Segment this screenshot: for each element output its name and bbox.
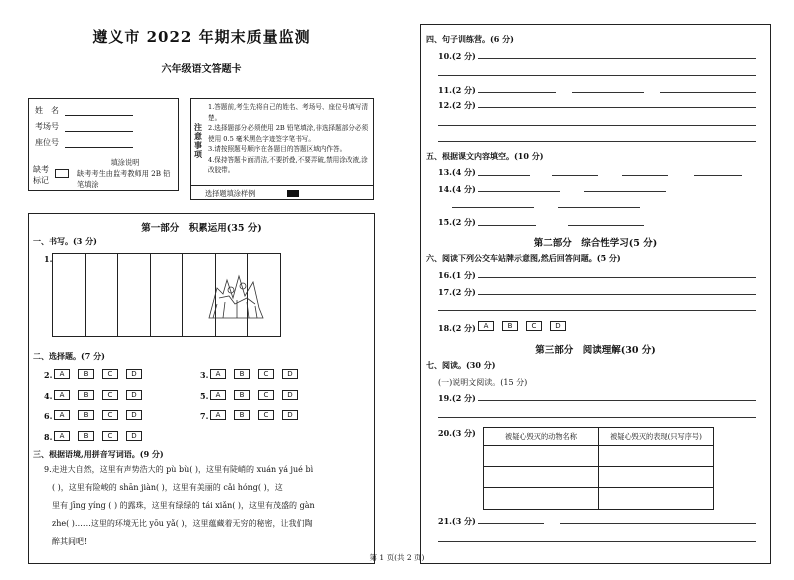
choice-c[interactable]: C xyxy=(258,390,274,400)
q19-label: 19.(2 分) xyxy=(438,393,476,403)
filled-sample-mark xyxy=(287,190,299,197)
student-info-box xyxy=(28,98,179,191)
choice-d[interactable]: D xyxy=(282,390,298,400)
choice-d[interactable]: D xyxy=(126,390,142,400)
choice-b[interactable]: B xyxy=(78,431,94,441)
pinyin-passage[interactable]: 9.走进大自然，这里有声势浩大的 pù bù( )，这里有陡峭的 xuán yá jué bì ( )，这里有险峻的 shān jiàn( )，这里有美丽的 cǎi hóng( )，这 里有 jīng yíng ( ) 的露珠，这里有绿绿的 tái xiǎn( )，这里有茂盛的 gàn zhe( )……这里的环境无比 yōu yǎ( )，这里蕴藏着无穷的秘密，让我们陶 醉其间吧! xyxy=(44,465,315,546)
q2-heading: 二、选择题。(7 分) xyxy=(33,351,105,361)
illustration-image xyxy=(203,268,267,324)
choice-b[interactable]: B xyxy=(234,369,250,379)
choice-c[interactable]: C xyxy=(258,410,274,420)
q18-label: 18.(2 分) xyxy=(438,323,476,333)
q6-section-heading: 六、阅读下列公交车站牌示意图,然后回答问题。(5 分) xyxy=(426,253,621,263)
q12-label: 12.(2 分) xyxy=(438,100,476,110)
choice-a[interactable]: A xyxy=(54,410,70,420)
q1-heading: 一、书写。(3 分) xyxy=(33,236,97,246)
q13-label: 13.(4 分) xyxy=(438,167,476,177)
exam-room-field[interactable]: 考场号 xyxy=(35,121,133,132)
q7-section-heading: 七、阅读。(30 分) xyxy=(426,360,496,370)
notice-title: 注意事项 xyxy=(194,122,202,159)
q14-label: 14.(4 分) xyxy=(438,184,476,194)
answer-line[interactable] xyxy=(478,58,756,59)
q17-label: 17.(2 分) xyxy=(438,287,476,297)
choice-a[interactable]: A xyxy=(54,369,70,379)
choice-a[interactable]: A xyxy=(210,369,226,379)
answer-sheet-subtitle: 六年级语文答题卡 xyxy=(161,64,242,75)
answer-line[interactable] xyxy=(558,207,640,208)
absent-mark-label: 缺考标记 xyxy=(33,165,49,185)
table-header-behavior: 被疑心毁灭的表现(只写序号) xyxy=(610,432,702,441)
answer-line[interactable] xyxy=(478,175,530,176)
q6-number: 6. xyxy=(44,411,53,421)
choice-c[interactable]: C xyxy=(526,321,542,331)
answer-line[interactable] xyxy=(572,92,644,93)
answer-line[interactable] xyxy=(552,175,598,176)
answer-line[interactable] xyxy=(478,523,544,524)
answer-line[interactable] xyxy=(478,107,756,108)
q7-number: 7. xyxy=(200,411,209,421)
answer-line[interactable] xyxy=(452,207,534,208)
choice-d[interactable]: D xyxy=(282,410,298,420)
q4-number: 4. xyxy=(44,391,53,401)
part1-heading: 第一部分 积累运用(35 分) xyxy=(141,223,262,234)
answer-line[interactable] xyxy=(568,225,644,226)
answer-line[interactable] xyxy=(438,75,756,76)
choice-c[interactable]: C xyxy=(102,369,118,379)
choice-a[interactable]: A xyxy=(210,410,226,420)
choice-b[interactable]: B xyxy=(234,390,250,400)
choice-b[interactable]: B xyxy=(78,390,94,400)
choice-d[interactable]: D xyxy=(126,410,142,420)
q20-label: 20.(3 分) xyxy=(438,428,476,438)
q8-number: 8. xyxy=(44,432,53,442)
choice-b[interactable]: B xyxy=(234,410,250,420)
q5-section-heading: 五、根据课文内容填空。(10 分) xyxy=(426,151,544,161)
q4-choices[interactable] xyxy=(54,390,142,400)
answer-line[interactable] xyxy=(478,277,756,278)
answer-line[interactable] xyxy=(478,400,756,401)
part2-heading: 第二部分 综合性学习(5 分) xyxy=(533,238,658,249)
answer-line[interactable] xyxy=(438,125,756,126)
answer-line[interactable] xyxy=(438,141,756,142)
q1-number: 1. xyxy=(44,254,53,264)
choice-d[interactable]: D xyxy=(550,321,566,331)
q15-label: 15.(2 分) xyxy=(438,217,476,227)
choice-c[interactable]: C xyxy=(258,369,274,379)
absent-mark-checkbox[interactable] xyxy=(55,169,69,178)
seat-number-field[interactable]: 座位号 xyxy=(35,137,133,148)
choice-d[interactable]: D xyxy=(126,369,142,379)
choice-c[interactable]: C xyxy=(102,410,118,420)
table-header-animal: 被疑心毁灭的动物名称 xyxy=(484,428,599,445)
answer-line[interactable] xyxy=(438,541,756,542)
q10-label: 10.(2 分) xyxy=(438,51,476,61)
answer-line[interactable] xyxy=(660,92,756,93)
answer-line[interactable] xyxy=(560,523,756,524)
q3-heading: 三、根据语境,用拼音写词语。(9 分) xyxy=(33,449,164,459)
sub1-heading: (一)说明文阅读。(15 分) xyxy=(438,378,528,387)
choice-c[interactable]: C xyxy=(102,390,118,400)
answer-line[interactable] xyxy=(478,225,536,226)
table-row[interactable] xyxy=(484,488,713,509)
part3-heading: 第三部分 阅读理解(30 分) xyxy=(535,345,656,356)
choice-b[interactable]: B xyxy=(78,410,94,420)
q5-choices[interactable] xyxy=(210,390,298,400)
page-footer: 第 1 页(共 2 页) xyxy=(369,553,425,562)
q2-choices[interactable] xyxy=(54,369,142,379)
choice-d[interactable]: D xyxy=(282,369,298,379)
answer-line[interactable] xyxy=(478,294,756,295)
choice-d[interactable]: D xyxy=(126,431,142,441)
q6-choices[interactable] xyxy=(54,410,142,420)
answer-line[interactable] xyxy=(438,310,756,311)
answer-line[interactable] xyxy=(438,417,756,418)
choice-b[interactable]: B xyxy=(502,321,518,331)
q7-choices[interactable] xyxy=(210,410,298,420)
q20-table[interactable] xyxy=(483,427,714,510)
answer-line[interactable] xyxy=(478,191,560,192)
choice-a[interactable]: A xyxy=(478,321,494,331)
choice-a[interactable]: A xyxy=(54,390,70,400)
notice-box xyxy=(190,98,374,200)
name-field[interactable]: 姓 名 xyxy=(35,105,133,116)
q3-choices[interactable] xyxy=(210,369,298,379)
q18-choices[interactable] xyxy=(478,321,566,331)
exam-title: 遵义市 2022 年期末质量监测 xyxy=(92,28,311,46)
q11-label: 11.(2 分) xyxy=(438,85,476,95)
choice-a[interactable]: A xyxy=(210,390,226,400)
q8-choices[interactable] xyxy=(54,431,142,441)
table-row[interactable] xyxy=(484,446,713,467)
q21-label: 21.(3 分) xyxy=(438,516,476,526)
answer-line[interactable] xyxy=(584,191,666,192)
answer-line[interactable] xyxy=(478,92,556,93)
answer-line[interactable] xyxy=(694,175,742,176)
q2-number: 2. xyxy=(44,370,53,380)
choice-b[interactable]: B xyxy=(78,369,94,379)
notice-list: 1.答题前,考生先将自己的姓名、考场号、座位号填写清楚。 2.选择题部分必须使用 2B 铅笔填涂,非选择题部分必须使用 0.5 毫米黑色字迹签字笔书写。 3.请按照题号顺序在各题目的答题区域内作答。 4.保持答题卡面清洁,不要折叠,不要弄破,禁用涂改液,涂改胶带。 xyxy=(208,103,369,174)
q5-number: 5. xyxy=(200,391,209,401)
q3-number: 3. xyxy=(200,370,209,380)
absent-note: 填涂说明 缺考考生由监考教师用 2B 铅笔填涂 xyxy=(77,158,171,189)
q16-label: 16.(1 分) xyxy=(438,270,476,280)
choice-a[interactable]: A xyxy=(54,431,70,441)
q4-section-heading: 四、句子训练营。(6 分) xyxy=(426,34,514,44)
table-row[interactable] xyxy=(484,467,713,488)
fill-sample: 选择题填涂样例 xyxy=(191,185,373,200)
answer-line[interactable] xyxy=(622,175,668,176)
choice-c[interactable]: C xyxy=(102,431,118,441)
